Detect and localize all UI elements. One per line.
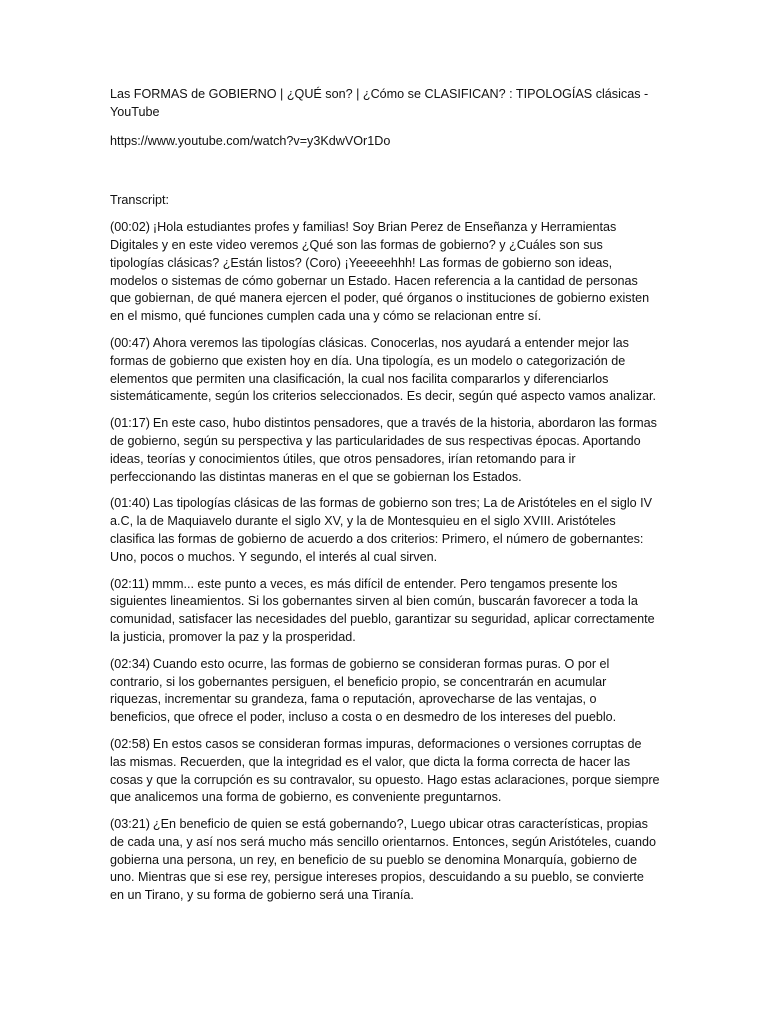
- transcript-paragraph: [110, 335, 660, 406]
- document-title: Las FORMAS de GOBIERNO | ¿QUÉ son? | ¿Cómo se CLASIFICAN? : TIPOLOGÍAS clásicas - YouTube: [110, 87, 649, 119]
- paragraph-text: En estos casos se consideran formas impuras, deformaciones o versiones corruptas de las mismas. Recuerden, que la integridad es el valor, que dicta la forma correcta de hacer las cosas y que la corrupción es su contravalor, su opuesto. Hago estas aclaraciones, porque siempre que analicemos una forma de gobierno, es conveniente preguntarnos.: [110, 736, 660, 805]
- paragraph-text: mmm... este punto a veces, es más difícil de entender. Pero tengamos presente los siguientes lineamientos. Si los gobernantes sirven al bien común, buscarán favorecer a toda la comunidad, satisfacer las necesidades del pueblo, garantizar su seguridad, aplicar correctamente la justicia, promover la paz y la prosperidad.: [110, 576, 655, 644]
- paragraph-text: Las tipologías clásicas de las formas de gobierno son tres; La de Aristóteles en el siglo IV a.C, la de Maquiavelo durante el siglo XV, y la de Montesquieu en el siglo XVIII. Aristóteles clasifica las formas de gobierno de acuerdo a dos criterios: Primero, el número de gobernantes: Uno, pocos o muchos. Y segundo, el interés al cual sirven.: [110, 496, 653, 564]
- timestamp: (01:40): [110, 496, 150, 511]
- paragraph-text: Cuando esto ocurre, las formas de gobierno se consideran formas puras. O por el contrario, si los gobernantes persiguen, el beneficio propio, se concentrarán en acumular riquezas, incrementar su grandeza, fama o reputación, aprovecharse de las ventajas, o beneficios, que ofrece el poder, incluso a costa o en desmedro de los intereses del pueblo.: [110, 656, 617, 725]
- transcript-paragraph: [110, 816, 660, 905]
- timestamp: (02:58): [110, 736, 150, 751]
- transcript-paragraph: [110, 219, 660, 326]
- paragraph-text: ¿En beneficio de quien se está gobernando?, Luego ubicar otras características, propias de cada una, y así nos será mucho más sencillo orientarnos. Entonces, según Aristóteles, cuando gobierna una persona, un rey, en beneficio de su pueblo se denomina Monarquía, gobierno de uno. Mientras que si ese rey, persigue intereses propios, descuidando a su pueblo, se convierte en un Tirano, y su forma de gobierno será una Tiranía.: [110, 817, 657, 903]
- timestamp: (02:34): [110, 656, 150, 671]
- video-url: https://www.youtube.com/watch?v=y3KdwVOr1Do: [110, 133, 391, 148]
- timestamp: (00:02): [110, 220, 150, 235]
- transcript-paragraph: [110, 736, 660, 807]
- document-body: [110, 86, 660, 905]
- timestamp: (03:21): [110, 817, 150, 832]
- timestamp: (00:47): [110, 335, 150, 350]
- timestamp: (02:11): [110, 576, 149, 591]
- transcript-paragraph: [110, 656, 660, 727]
- timestamp: (01:17): [110, 416, 150, 431]
- transcript-paragraph: [110, 415, 660, 486]
- paragraph-text: Ahora veremos las tipologías clásicas. Conocerlas, nos ayudará a entender mejor las formas de gobierno que existen hoy en día. Una tipología, es un modelo o categorización de elementos que permiten una clasificación, la cual nos facilita compararlos y diferenciarlos sistemáticamente, según los criterios seleccionados. Es decir, según qué aspecto vamos analizar.: [110, 335, 657, 404]
- paragraph-text: ¡Hola estudiantes profes y familias! Soy Brian Perez de Enseñanza y Herramientas Digitales y en este video veremos ¿Qué son las formas de gobierno? y ¿Cuáles son sus tipologías clásicas? ¿Están listos? (Coro) ¡Yeeeeehhh! Las formas de gobierno son ideas, modelos o sistemas de cómo gobernar un Estado. Hacen referencia a la cantidad de personas que gobiernan, de qué manera ejercen el poder, qué órganos o instituciones de gobierno existen en el mismo, qué funciones cumplen cada una y cómo se relacionan entre sí.: [110, 220, 650, 324]
- transcript-label: Transcript:: [110, 193, 170, 208]
- transcript-paragraph: [110, 495, 660, 566]
- paragraph-text: En este caso, hubo distintos pensadores, que a través de la historia, abordaron las formas de gobierno, según su perspectiva y las particularidades de sus respectivas épocas. Aportando ideas, teorías y conocimientos útiles, que otros pensadores, irían retomando para ir perfeccionando las distintas maneras en el que se gobiernan los Estados.: [110, 416, 657, 484]
- transcript-paragraph: [110, 576, 660, 647]
